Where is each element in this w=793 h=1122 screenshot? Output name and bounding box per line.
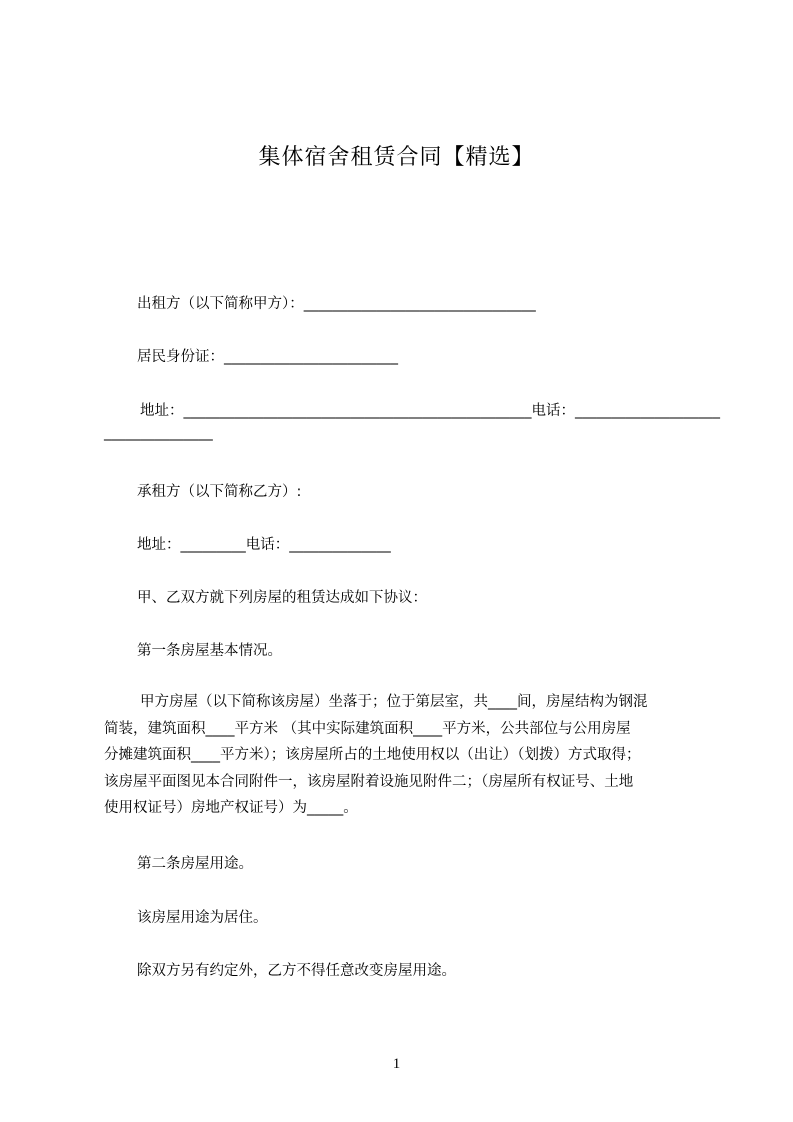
document-title: 集体宿舍租赁合同【精选】 <box>258 145 535 170</box>
article-1-line: 分摊建筑面积____平方米）；该房屋所占的土地使用权以（出让）（划拨）方式取得； <box>104 747 641 763</box>
article-2-restriction: 除双方另有约定外，乙方不得任意改变房屋用途。 <box>137 963 456 979</box>
page-number: 1 <box>392 1056 401 1072</box>
article-1-line: 甲方房屋（以下简称该房屋）坐落于；位于第层室，共____间，房屋结构为钢混 <box>140 694 648 710</box>
article-1-line: 该房屋平面图见本合同附件一，该房屋附着设施见附件二；（房屋所有权证号、土地 <box>104 773 634 790</box>
lessor-line: 出租方（以下简称甲方）：________________________________ <box>137 296 536 312</box>
article-1-title: 第一条房屋基本情况。 <box>137 643 282 659</box>
article-1-line: 简装，建筑面积____平方米 （其中实际建筑面积____平方米，公共部位与公用房屋 <box>104 720 631 737</box>
lessor-id-line: 居民身份证：________________________ <box>137 349 398 365</box>
lessee-line: 承租方（以下简称乙方）: <box>137 484 302 500</box>
agreement-intro: 甲、乙双方就下列房屋的租赁达成如下协议： <box>137 590 427 606</box>
article-1-line: 使用权证号）房地产权证号）为_____。 <box>104 800 358 816</box>
article-2-title: 第二条房屋用途。 <box>137 856 253 872</box>
lessee-address-line: 地址：_________电话：______________ <box>137 537 391 553</box>
lessor-address-continuation: _______________ <box>104 425 213 441</box>
article-2-use: 该房屋用途为居住。 <box>137 910 268 926</box>
lessor-address-line: 地址：________________________________________________电话：____________________ <box>140 403 720 419</box>
article-1-body <box>104 689 704 822</box>
